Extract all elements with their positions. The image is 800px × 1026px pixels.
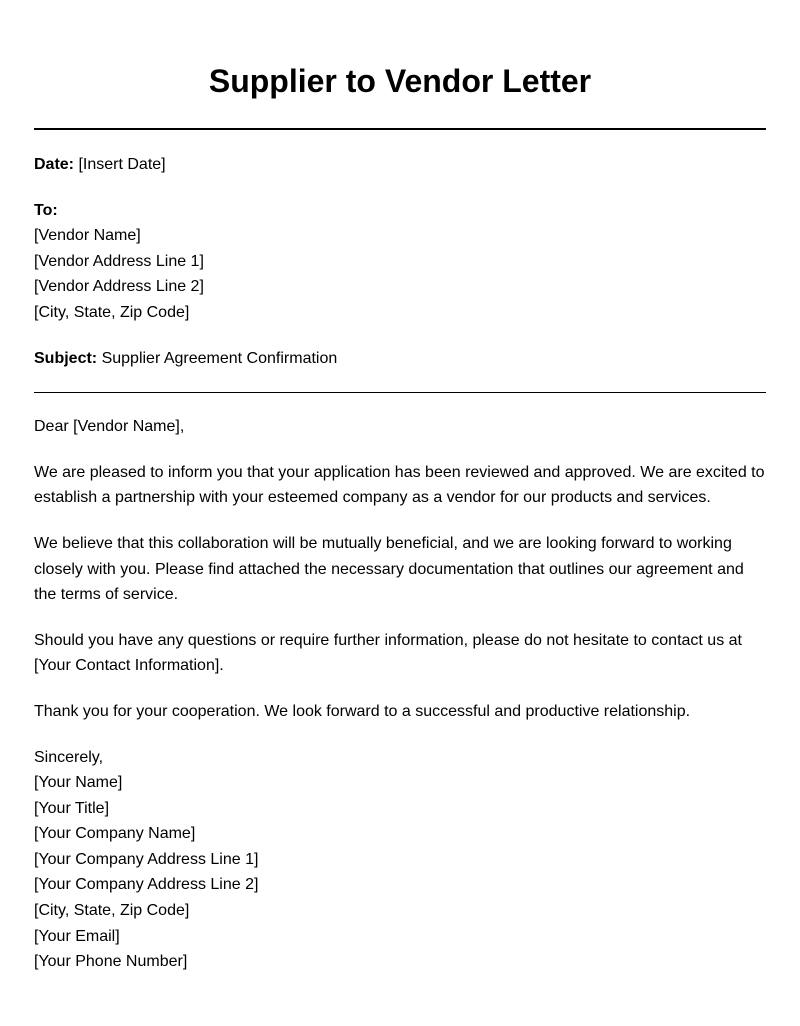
body-paragraph-approval: We are pleased to inform you that your application has been reviewed and approved. We are excited to establish a partnership with your esteemed company as a vendor for our products and services. <box>34 463 765 507</box>
date-value: [Insert Date] <box>78 156 166 173</box>
signer-company-address-line-2: [Your Company Address Line 2] <box>34 876 259 894</box>
signer-name: [Your Name] <box>34 774 123 792</box>
signer-title: [Your Title] <box>34 799 110 817</box>
subject-line <box>34 346 766 372</box>
subject-divider <box>34 392 766 393</box>
recipient-city-state-zip: [City, State, Zip Code] <box>34 303 190 321</box>
signature-block <box>34 745 766 975</box>
date-line <box>34 152 766 178</box>
recipient-label: To: <box>34 201 58 219</box>
recipient-name: [Vendor Name] <box>34 227 141 245</box>
signer-city-state-zip: [City, State, Zip Code] <box>34 902 190 920</box>
signer-phone: [Your Phone Number] <box>34 953 188 971</box>
subject-value: Supplier Agreement Confirmation <box>101 349 338 367</box>
signer-email: [Your Email] <box>34 927 120 945</box>
recipient-address-line-2: [Vendor Address Line 2] <box>34 278 204 296</box>
recipient-block <box>34 198 766 326</box>
signer-company-name: [Your Company Name] <box>34 825 196 843</box>
page-title: Supplier to Vendor Letter <box>208 63 592 99</box>
recipient-address-line-1: [Vendor Address Line 1] <box>34 252 204 270</box>
body-paragraph-thanks: Thank you for your cooperation. We look forward to a successful and productive relationship. <box>34 702 691 720</box>
signer-company-address-line-1: [Your Company Address Line 1] <box>34 850 259 868</box>
body-paragraph-contact: Should you have any questions or require further information, please do not hesitate to contact us at [Your Contact Information]. <box>34 631 742 675</box>
title-divider <box>34 128 766 130</box>
greeting: Dear [Vendor Name], <box>34 418 185 436</box>
body-paragraph-collaboration: We believe that this collaboration will be mutually beneficial, and we are looking forward to working closely with you. Please find attached the necessary documentation that outlines our agreement and the terms of service. <box>34 534 744 604</box>
date-label: Date: <box>34 156 75 173</box>
closing-salutation: Sincerely, <box>34 748 104 766</box>
subject-label: Subject: <box>34 349 98 367</box>
